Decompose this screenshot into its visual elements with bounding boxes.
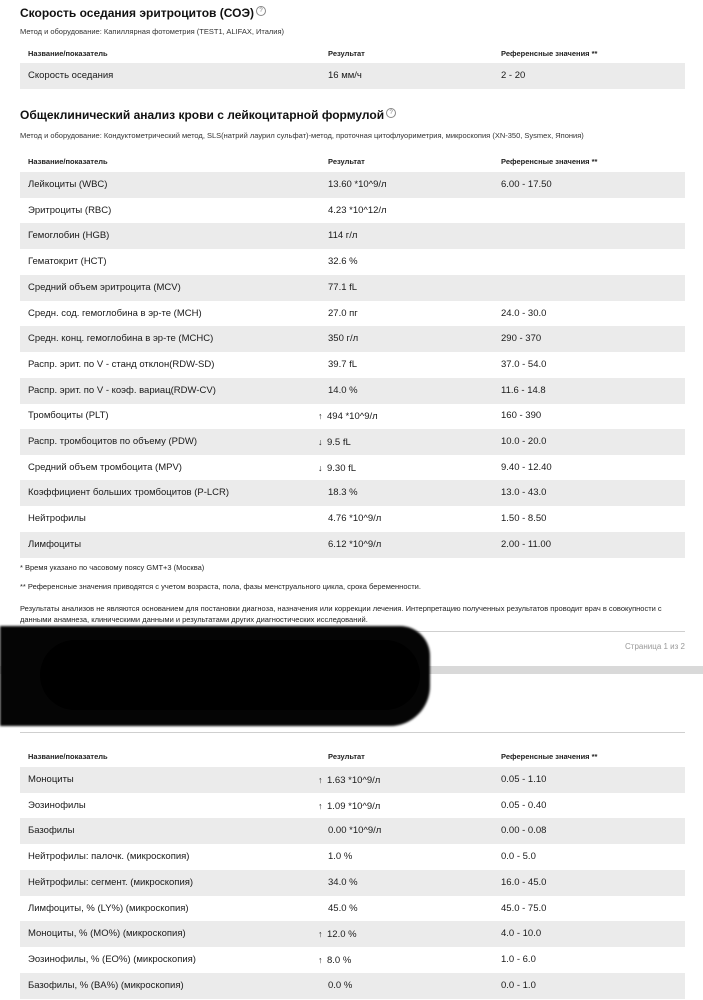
row-name: Гемоглобин (HGB) xyxy=(28,230,110,242)
result-value: 6.12 *10^9/л xyxy=(328,538,382,550)
row-result xyxy=(318,455,356,482)
ref-note: ** Референсные значения приводятся с учетом возраста, пола, фазы менструального цикла, срока беременности. xyxy=(20,582,421,591)
table-row xyxy=(20,172,685,198)
table-row xyxy=(20,275,685,301)
row-name: Эозинофилы xyxy=(28,799,86,811)
row-ref: 24.0 - 30.0 xyxy=(501,307,547,319)
row-name: Коэффициент больших тромбоцитов (P-LCR) xyxy=(28,487,230,499)
table-row xyxy=(20,767,685,793)
row-ref: 1.50 - 8.50 xyxy=(501,513,547,525)
row-ref: 9.40 - 12.40 xyxy=(501,461,552,473)
row-ref: 2 - 20 xyxy=(501,70,526,81)
cbc-method: Метод и оборудование: Кондуктометрический метод, SLS(натрий лаурил сульфат)-метод, проточная цитофлуориметрия, микроскопия (XN-350, Sysmex, Япония) xyxy=(20,131,584,140)
result-value: 32.6 % xyxy=(328,256,358,268)
table-row xyxy=(20,844,685,870)
row-result xyxy=(328,896,358,922)
table-row xyxy=(20,326,685,352)
page-number: Страница 1 из 2 xyxy=(625,642,685,651)
result-value: 77.1 fL xyxy=(328,281,358,293)
arrow-up-icon: ↑ xyxy=(318,929,323,940)
row-result xyxy=(328,844,352,870)
row-name: Распр. тромбоцитов по объему (PDW) xyxy=(28,436,198,447)
arrow-up-icon: ↑ xyxy=(318,954,323,965)
table-row xyxy=(20,532,685,558)
row-result xyxy=(328,198,387,224)
result-value: 4.23 *10^12/л xyxy=(328,204,387,216)
row-result xyxy=(328,301,358,327)
row-name: Моноциты, % (MO%) (микроскопия) xyxy=(28,928,186,940)
row-name: Нейтрофилы xyxy=(28,513,86,525)
page2-table-header xyxy=(20,752,685,766)
row-result xyxy=(318,947,351,974)
row-name: Средний объем эритроцита (MCV) xyxy=(28,281,181,293)
row-result xyxy=(328,63,362,89)
row-result xyxy=(318,921,357,948)
row-name: Гематокрит (HCT) xyxy=(28,256,107,268)
row-result xyxy=(328,223,357,249)
result-value: 0.0 % xyxy=(328,979,353,991)
row-ref: 0.0 - 5.0 xyxy=(501,851,536,863)
row-name: Распр. эрит. по V - станд отклон(RDW-SD) xyxy=(28,358,215,370)
row-result xyxy=(328,326,358,352)
row-name: Распр. эрит. по V - коэф. вариац(RDW-CV) xyxy=(28,384,216,396)
row-name: Нейтрофилы: сегмент. (микроскопия) xyxy=(28,876,194,888)
cbc-title-text: Общеклинический анализ крови с лейкоцитарной формулой xyxy=(20,108,385,122)
table-row xyxy=(20,352,685,378)
table-row xyxy=(20,378,685,404)
result-value: 34.0 % xyxy=(328,876,358,888)
result-value: 18.3 % xyxy=(328,487,358,499)
header-result: Результат xyxy=(328,157,365,166)
row-name: Лимфоциты xyxy=(28,538,82,550)
row-name: Средний объем тромбоцита (MPV) xyxy=(28,461,182,473)
row-ref: 0.00 - 0.08 xyxy=(501,825,547,837)
table-row xyxy=(20,198,685,224)
header-name: Название/показатель xyxy=(28,49,108,58)
help-icon[interactable]: ? xyxy=(256,6,266,16)
table-row xyxy=(20,403,685,429)
help-icon[interactable]: ? xyxy=(386,108,396,118)
table-row xyxy=(20,947,685,973)
result-value: 494 *10^9/л xyxy=(327,411,378,423)
result-value: 14.0 % xyxy=(328,384,358,396)
row-name: Базофилы xyxy=(28,825,75,837)
table-row xyxy=(20,921,685,947)
row-name: Эозинофилы, % (EO%) (микроскопия) xyxy=(28,953,196,965)
row-name: Лимфоциты, % (LY%) (микроскопия) xyxy=(28,902,189,914)
table-row xyxy=(20,896,685,922)
row-ref: 0.05 - 1.10 xyxy=(501,774,547,785)
row-result xyxy=(328,275,357,301)
header-result: Результат xyxy=(328,49,365,58)
row-result xyxy=(318,767,380,794)
time-note: * Время указано по часовому поясу GMT+3 (Москва) xyxy=(20,563,205,572)
row-name: Эритроциты (RBC) xyxy=(28,204,112,216)
table-row xyxy=(20,506,685,532)
row-ref: 16.0 - 45.0 xyxy=(501,876,547,888)
row-name: Моноциты xyxy=(28,774,74,785)
table-row xyxy=(20,63,685,89)
row-name: Базофилы, % (BA%) (микроскопия) xyxy=(28,979,184,991)
row-ref: 45.0 - 75.0 xyxy=(501,902,547,914)
result-value: 0.00 *10^9/л xyxy=(328,825,382,837)
row-result xyxy=(328,870,358,896)
esr-title-text: Скорость оседания эритроцитов (СОЭ) xyxy=(20,6,254,20)
row-result xyxy=(328,532,381,558)
header-ref: Референсные значения ** xyxy=(501,49,598,58)
row-ref: 0.05 - 0.40 xyxy=(501,799,547,811)
row-ref: 0.0 - 1.0 xyxy=(501,979,536,991)
header-name: Название/показатель xyxy=(28,752,108,761)
result-value: 9.30 fL xyxy=(327,462,357,474)
row-result xyxy=(328,818,381,844)
header-ref: Референсные значения ** xyxy=(501,157,598,166)
cbc-table-header xyxy=(20,157,685,171)
table-row xyxy=(20,301,685,327)
row-result xyxy=(328,378,358,404)
header-ref: Референсные значения ** xyxy=(501,752,598,761)
row-ref: 160 - 390 xyxy=(501,410,542,422)
table-row xyxy=(20,455,685,481)
result-value: 350 г/л xyxy=(328,333,359,345)
row-result xyxy=(328,506,381,532)
row-result xyxy=(328,172,387,198)
table-row xyxy=(20,249,685,275)
result-value: 114 г/л xyxy=(328,230,358,242)
row-ref: 10.0 - 20.0 xyxy=(501,436,547,447)
row-name: Средн. конц. гемоглобина в эр-те (MCHC) xyxy=(28,333,214,345)
row-ref: 37.0 - 54.0 xyxy=(501,358,547,370)
result-value: 27.0 пг xyxy=(328,307,358,319)
result-value: 1.63 *10^9/л xyxy=(327,775,381,786)
result-value: 13.60 *10^9/л xyxy=(328,179,387,190)
row-name: Средн. сод. гемоглобина в эр-те (MCH) xyxy=(28,307,202,319)
row-result xyxy=(318,403,378,430)
result-value: 39.7 fL xyxy=(328,358,358,370)
divider xyxy=(20,732,685,733)
result-value: 12.0 % xyxy=(327,929,357,941)
result-value: 4.76 *10^9/л xyxy=(328,513,382,525)
arrow-up-icon: ↑ xyxy=(318,775,323,785)
cbc-section-title xyxy=(20,108,396,122)
result-value: 9.5 fL xyxy=(327,437,351,448)
row-ref: 1.0 - 6.0 xyxy=(501,953,536,965)
header-name: Название/показатель xyxy=(28,157,108,166)
arrow-down-icon: ↓ xyxy=(318,437,323,447)
row-ref: 290 - 370 xyxy=(501,333,542,345)
row-name: Тромбоциты (PLT) xyxy=(28,410,109,422)
esr-table-header xyxy=(20,49,685,63)
result-value: 1.09 *10^9/л xyxy=(327,800,381,812)
table-row xyxy=(20,870,685,896)
result-value: 1.0 % xyxy=(328,851,353,863)
arrow-up-icon: ↑ xyxy=(318,800,323,811)
table-row xyxy=(20,973,685,999)
row-ref: 2.00 - 11.00 xyxy=(501,538,552,550)
table-row xyxy=(20,793,685,819)
row-ref: 11.6 - 14.8 xyxy=(501,384,546,396)
table-row xyxy=(20,480,685,506)
row-result xyxy=(328,249,358,275)
redaction-block xyxy=(40,640,420,710)
row-name: Лейкоциты (WBC) xyxy=(28,179,108,190)
row-result xyxy=(328,973,352,999)
result-value: 45.0 % xyxy=(328,902,358,914)
arrow-down-icon: ↓ xyxy=(318,462,323,473)
row-ref: 4.0 - 10.0 xyxy=(501,928,542,940)
row-name: Нейтрофилы: палочк. (микроскопия) xyxy=(28,851,190,863)
header-result: Результат xyxy=(328,752,365,761)
row-result xyxy=(318,429,351,456)
row-name: Скорость оседания xyxy=(28,70,114,81)
row-ref: 13.0 - 43.0 xyxy=(501,487,547,499)
esr-method: Метод и оборудование: Капиллярная фотометрия (TEST1, ALIFAX, Италия) xyxy=(20,27,285,36)
table-row xyxy=(20,818,685,844)
row-result xyxy=(328,352,357,378)
row-result xyxy=(318,793,380,820)
table-row xyxy=(20,429,685,455)
row-result xyxy=(328,480,358,506)
esr-section-title xyxy=(20,6,266,20)
result-value: 16 мм/ч xyxy=(328,70,362,81)
table-row xyxy=(20,223,685,249)
row-ref: 6.00 - 17.50 xyxy=(501,179,552,190)
arrow-up-icon: ↑ xyxy=(318,411,323,422)
disclaimer: Результаты анализов не являются основанием для постановки диагноза, назначения или коррекции лечения. Интерпретацию полученных результатов проводит врач в совокупности с данными анамнеза, клиническими данными и результатами других диагностических исследований. xyxy=(20,604,662,624)
result-value: 8.0 % xyxy=(327,954,352,966)
